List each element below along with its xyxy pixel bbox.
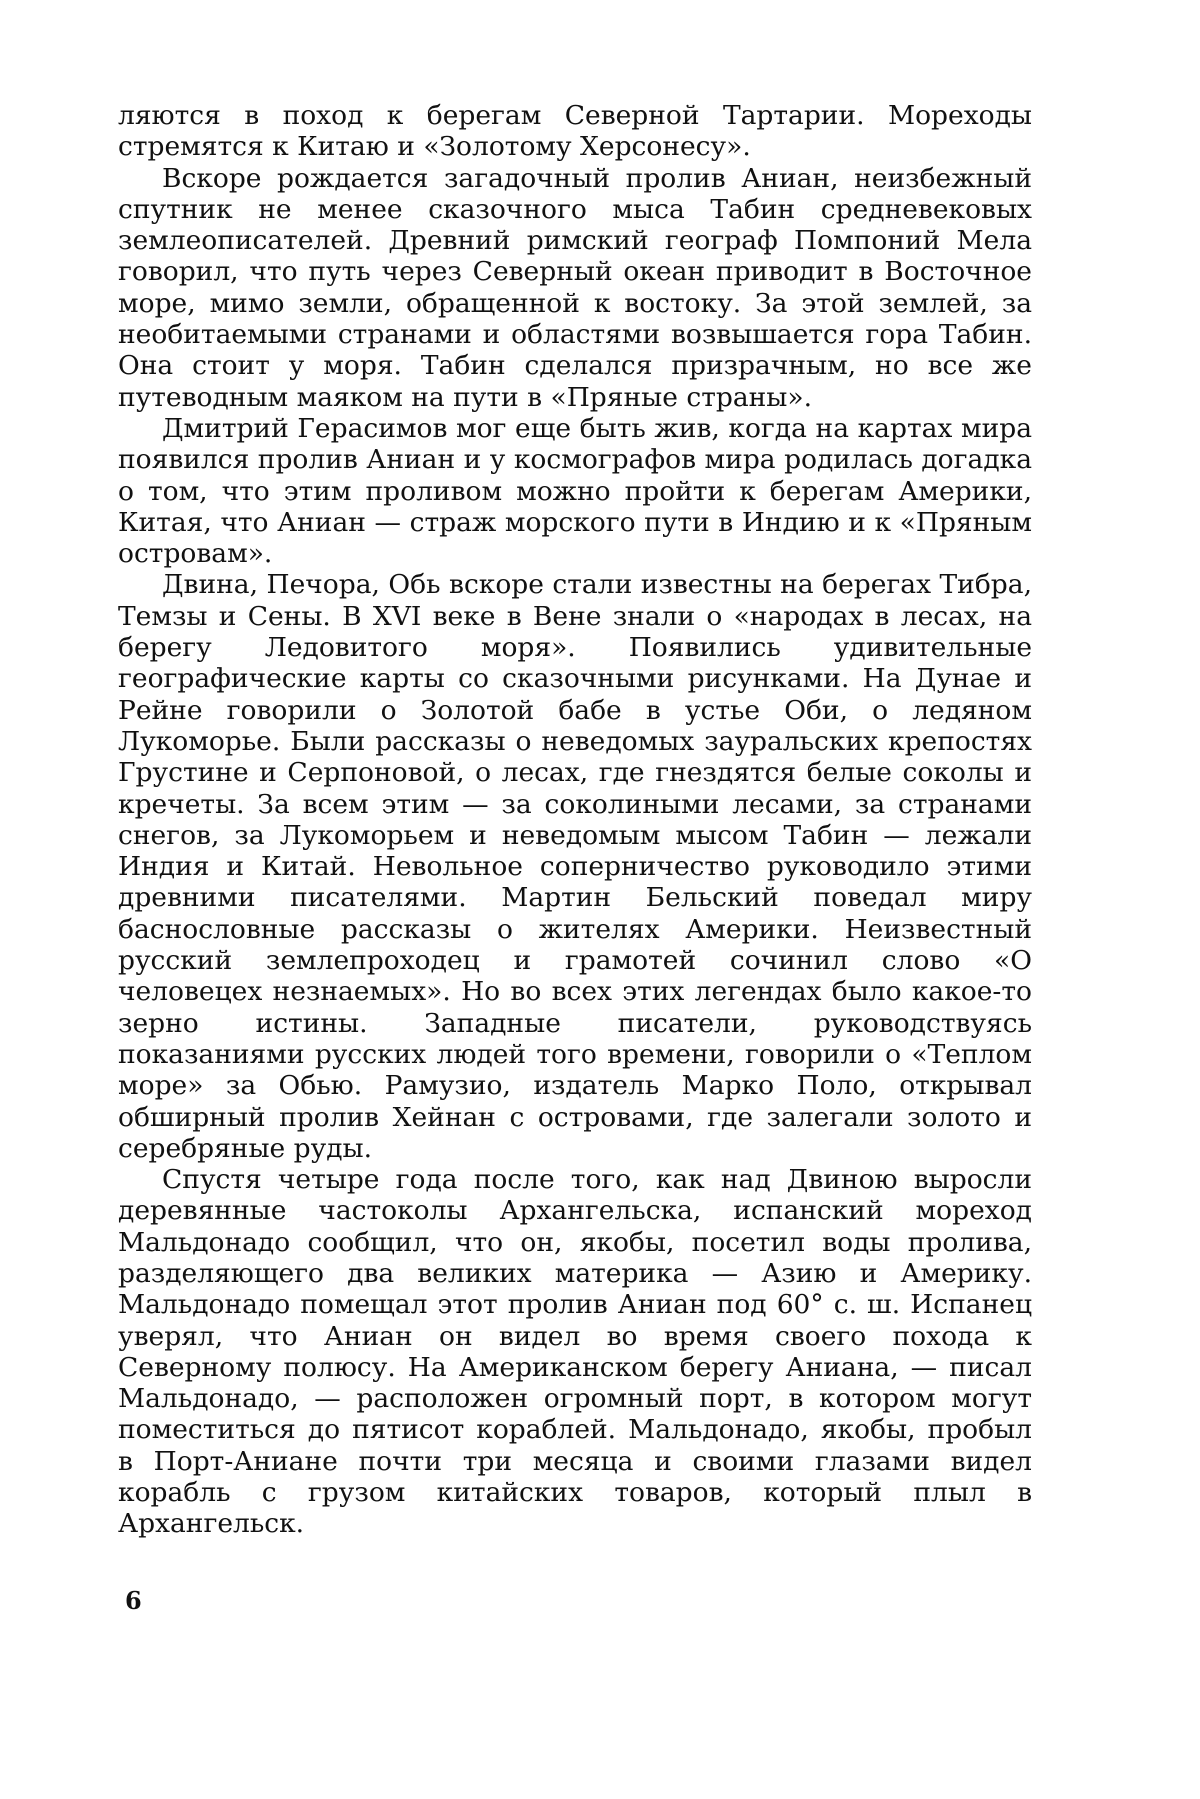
paragraph-anian-strait: Вскоре рождается загадочный пролив Аниан, неизбежный спутник не менее сказочного мыса Табин средневековых землеописателей. Древний римский географ Помпоний Мела говорил, что путь через Северный океан приводит в Восточное море, мимо земли, обращенной к востоку. За этой землей, за необитаемыми странами и областями возвышается гора Табин. Она стоит у моря. Табин сделался призрачным, но все же путеводным маяком на пути в «Пряные страны». [118,162,1032,413]
paragraph-dmitry-gerasimov: Дмитрий Герасимов мог еще быть жив, когда на картах мира появился пролив Аниан и у космографов мира родилась догадка о том, что этим проливом можно пройти к берегам Америки, Китая, что Аниан — страж морского пути в Индию и к «Пряным островам». [118,412,1032,570]
paragraph-dvina-pechora-ob: Двина, Печора, Обь вскоре стали известны на берегах Тибра, Темзы и Сены. В XVI веке в Вене знали о «народах в лесах, на берегу Ледовитого моря». Появились удивительные географические карты со сказочными рисунками. На Дунае и Рейне говорили о Золотой бабе в устье Оби, о ледяном Лукоморье. Были рассказы о неведомых зауральских крепостях Грустине и Серпоновой, о лесах, где гнездятся белые соколы и кречеты. За всем этим — за соколиными лесами, за странами снегов, за Лукоморьем и неведомым мысом Табин — лежали Индия и Китай. Невольное соперничество руководило этими древними писателями. Мартин Бельский поведал миру баснословные рассказы о жителях Америки. Неизвестный русский землепроходец и грамотей сочинил слово «О человецех незнаемых». Но во всех этих легендах было какое-то зерно истины. Западные писатели, руководствуясь показаниями русских людей того времени, говорили о «Теплом море» за Обью. Рамузио, издатель Марко Поло, открывал обширный пролив Хейнан с островами, где залегали золото и серебряные руды. [118,569,1032,1164]
page-number: 6 [125,1586,142,1615]
paragraph-continued: ляются в поход к берегам Северной Тартарии. Мореходы стремятся к Китаю и «Золотому Херсонесу». [118,100,1032,163]
paragraph-maldonado: Спустя четыре года после того, как над Двиною выросли деревянные частоколы Архангельска, испанский мореход Мальдонадо сообщил, что он, якобы, посетил воды пролива, разделяющего два великих материка — Азию и Америку. Мальдонадо помещал этот пролив Аниан под 60° с. ш. Испанец уверял, что Аниан он видел во время своего похода к Северному полюсу. На Американском берегу Аниана, — писал Мальдонадо, — расположен огромный порт, в котором могут поместиться до пятисот кораблей. Мальдонадо, якобы, пробыл в Порт-Аниане почти три месяца и своими глазами видел корабль с грузом китайских товаров, который плыл в Архангельск. [118,1164,1032,1540]
body-text [118,100,1032,1540]
